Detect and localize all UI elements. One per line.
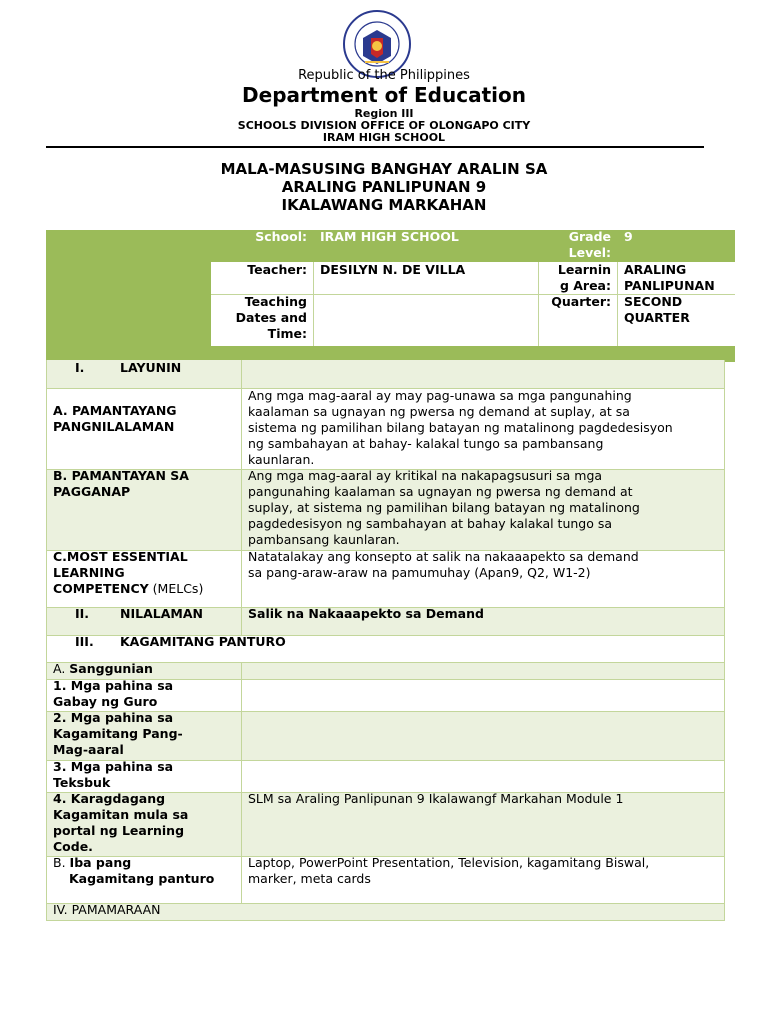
grade-label: Grade Level:: [568, 229, 611, 260]
row-gabay-ng-guro: 1. Mga pahina sa Gabay ng Guro: [46, 680, 725, 712]
info-divider: [313, 262, 314, 346]
quarter-value: SECOND QUARTER: [624, 294, 690, 325]
division-line: SCHOOLS DIVISION OFFICE OF OLONGAPO CITY: [237, 119, 531, 132]
row-layunin: I. LAYUNIN: [46, 360, 725, 389]
row-pamamaraan: IV. PAMAMARAAN: [46, 904, 725, 921]
info-divider: [538, 262, 539, 346]
region-line: Region III: [354, 107, 414, 120]
learning-area-value: ARALING PANLIPUNAN: [624, 262, 715, 293]
department-name: Department of Education: [242, 83, 526, 107]
grade-value: 9: [624, 229, 633, 244]
info-divider: [617, 262, 618, 346]
row-kagamitang-panturo: III. KAGAMITANG PANTURO: [46, 636, 725, 663]
lesson-title-line2: ARALING PANLIPUNAN 9: [281, 178, 487, 196]
row-sanggunian: A. Sanggunian: [46, 663, 725, 680]
teacher-label: Teacher:: [247, 262, 307, 277]
teaching-dates-label: Teaching Dates and Time:: [235, 294, 307, 341]
row-pamantayang-pangnilalaman: A. PAMANTAYANG PANGNILALAMAN Ang mga mag-aaral ay may pag-unawa sa mga pangunahing kaalaman sa ugnayan ng pwersa ng demand at suplay, at sa sistema ng pamilihan bilang batayan ng matalinong pagdedesisyon ng sambahayan at bahay- kalakal tungo sa pambansang kaunlaran.: [46, 389, 725, 470]
school-label: School:: [255, 229, 307, 244]
row-pamantayan-sa-pagganap: B. PAMANTAYAN SA PAGGANAP Ang mga mag-aaral ay kritikal na nakapagsusuri sa mga pangunahing kaalaman sa ugnayan ng pwersa ng demand at suplay, at sistema ng pamilihan bilang batayan ng matalinong pagdedesisyon ng sambahayan at bahay kalakal tungo sa pambansang kaunlaran.: [46, 470, 725, 551]
school-value: IRAM HIGH SCHOOL: [320, 229, 459, 244]
learning-area-label: Learnin g Area:: [557, 262, 611, 293]
row-karagdagang-kagamitan: 4. Karagdagang Kagamitan mula sa portal ng Learning Code. SLM sa Araling Panlipunan 9 Ikalawangf Markahan Module 1: [46, 793, 725, 857]
header-divider: [46, 146, 704, 148]
row-teksbuk: 3. Mga pahina sa Teksbuk: [46, 761, 725, 793]
lesson-title-line3: IKALAWANG MARKAHAN: [281, 196, 487, 214]
quarter-label: Quarter:: [551, 294, 611, 309]
row-kagamitang-pang-mag-aaral: 2. Mga pahina sa Kagamitang Pang- Mag-aaral: [46, 712, 725, 761]
row-nilalaman: II. NILALAMAN Salik na Nakaaapekto sa Demand: [46, 608, 725, 636]
lesson-title-line1: MALA-MASUSING BANGHAY ARALIN SA: [220, 160, 548, 178]
republic-line: Republic of the Philippines: [298, 68, 470, 83]
teacher-value: DESILYN N. DE VILLA: [320, 262, 466, 277]
row-iba-pang-kagamitan: B. Iba pang Kagamitang panturo Laptop, PowerPoint Presentation, Television, kagamitang Biswal, marker, meta cards: [46, 857, 725, 904]
school-line: IRAM HIGH SCHOOL: [322, 131, 446, 144]
row-melcs: C.MOST ESSENTIAL LEARNING COMPETENCY (MELCs) Natatalakay ang konsepto at salik na nakaaapekto sa demand sa pang-araw-araw na pamumuhay (Apan9, Q2, W1-2): [46, 551, 725, 608]
